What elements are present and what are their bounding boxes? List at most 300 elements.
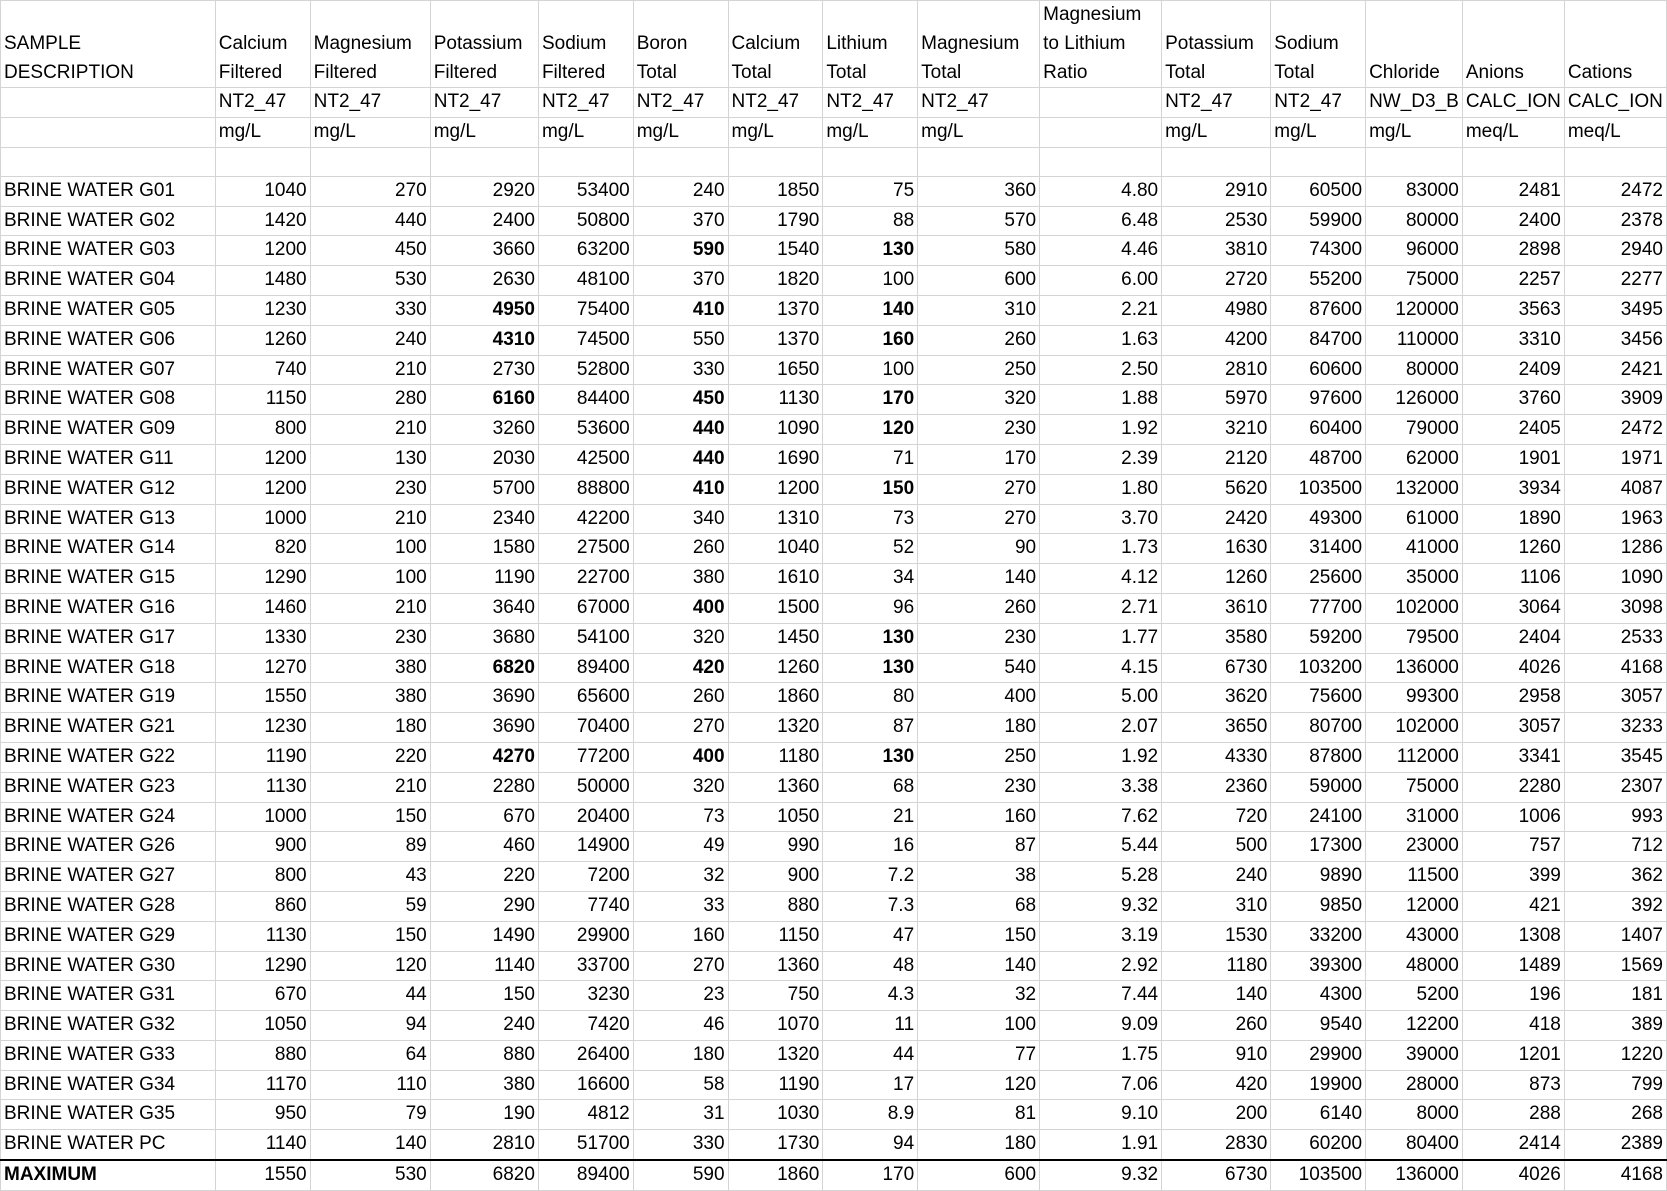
value-cell[interactable]: 2958: [1462, 683, 1564, 713]
column-header-label[interactable]: Sodium Filtered: [538, 1, 633, 88]
value-cell[interactable]: 400: [633, 742, 728, 772]
value-cell[interactable]: 3580: [1162, 623, 1271, 653]
value-cell[interactable]: 440: [633, 415, 728, 445]
value-cell[interactable]: 53600: [538, 415, 633, 445]
value-cell[interactable]: 1610: [728, 564, 823, 594]
value-cell[interactable]: 67000: [538, 593, 633, 623]
value-cell[interactable]: 1530: [1162, 921, 1271, 951]
value-cell[interactable]: 2940: [1564, 236, 1666, 266]
value-cell[interactable]: 126000: [1366, 385, 1463, 415]
value-cell[interactable]: 600: [918, 266, 1040, 296]
value-cell[interactable]: 1500: [728, 593, 823, 623]
value-cell[interactable]: 3456: [1564, 325, 1666, 355]
value-cell[interactable]: 6160: [430, 385, 538, 415]
value-cell[interactable]: 8000: [1366, 1100, 1463, 1130]
value-cell[interactable]: 7.2: [823, 862, 918, 892]
value-cell[interactable]: 49300: [1271, 504, 1366, 534]
value-cell[interactable]: 1230: [215, 295, 310, 325]
value-cell[interactable]: 80700: [1271, 713, 1366, 743]
sample-name-cell[interactable]: BRINE WATER G11: [1, 444, 216, 474]
value-cell[interactable]: 220: [310, 742, 430, 772]
value-cell[interactable]: 320: [633, 623, 728, 653]
value-cell[interactable]: 97600: [1271, 385, 1366, 415]
value-cell[interactable]: 2730: [430, 355, 538, 385]
value-cell[interactable]: 58: [633, 1070, 728, 1100]
value-cell[interactable]: 63200: [538, 236, 633, 266]
value-cell[interactable]: 1569: [1564, 951, 1666, 981]
sample-name-cell[interactable]: BRINE WATER G02: [1, 206, 216, 236]
sample-name-cell[interactable]: BRINE WATER G01: [1, 176, 216, 206]
value-cell[interactable]: 330: [633, 1130, 728, 1160]
value-cell[interactable]: 100: [823, 355, 918, 385]
value-cell[interactable]: 16600: [538, 1070, 633, 1100]
value-cell[interactable]: 39000: [1366, 1040, 1463, 1070]
value-cell[interactable]: 4950: [430, 295, 538, 325]
value-cell[interactable]: 16: [823, 832, 918, 862]
value-cell[interactable]: 2360: [1162, 772, 1271, 802]
value-cell[interactable]: 500: [1162, 832, 1271, 862]
value-cell[interactable]: 200: [1162, 1100, 1271, 1130]
value-cell[interactable]: 9540: [1271, 1011, 1366, 1041]
value-cell[interactable]: 73: [633, 802, 728, 832]
column-header-method[interactable]: [1040, 88, 1162, 118]
value-cell[interactable]: 900: [728, 862, 823, 892]
value-cell[interactable]: 420: [1162, 1070, 1271, 1100]
value-cell[interactable]: 150: [310, 802, 430, 832]
value-cell[interactable]: 25600: [1271, 564, 1366, 594]
maximum-value-cell[interactable]: 1860: [728, 1160, 823, 1190]
value-cell[interactable]: 1090: [1564, 564, 1666, 594]
value-cell[interactable]: 83000: [1366, 176, 1463, 206]
value-cell[interactable]: 1.77: [1040, 623, 1162, 653]
sample-name-cell[interactable]: BRINE WATER G30: [1, 951, 216, 981]
value-cell[interactable]: 4.12: [1040, 564, 1162, 594]
value-cell[interactable]: 7.62: [1040, 802, 1162, 832]
value-cell[interactable]: 2389: [1564, 1130, 1666, 1160]
value-cell[interactable]: 5620: [1162, 474, 1271, 504]
maximum-value-cell[interactable]: 600: [918, 1160, 1040, 1190]
value-cell[interactable]: 370: [633, 206, 728, 236]
value-cell[interactable]: 3310: [1462, 325, 1564, 355]
value-cell[interactable]: 33200: [1271, 921, 1366, 951]
value-cell[interactable]: 68: [823, 772, 918, 802]
value-cell[interactable]: 2.92: [1040, 951, 1162, 981]
value-cell[interactable]: 4.15: [1040, 653, 1162, 683]
value-cell[interactable]: 80400: [1366, 1130, 1463, 1160]
value-cell[interactable]: 2277: [1564, 266, 1666, 296]
value-cell[interactable]: 27500: [538, 534, 633, 564]
value-cell[interactable]: 910: [1162, 1040, 1271, 1070]
column-header-method[interactable]: NT2_47: [1162, 88, 1271, 118]
value-cell[interactable]: 2420: [1162, 504, 1271, 534]
value-cell[interactable]: 210: [310, 415, 430, 445]
value-cell[interactable]: 34: [823, 564, 918, 594]
value-cell[interactable]: 270: [633, 713, 728, 743]
column-header-unit[interactable]: mg/L: [918, 118, 1040, 148]
value-cell[interactable]: 60600: [1271, 355, 1366, 385]
value-cell[interactable]: 19900: [1271, 1070, 1366, 1100]
maximum-label-cell[interactable]: MAXIMUM: [1, 1160, 216, 1190]
value-cell[interactable]: 440: [310, 206, 430, 236]
value-cell[interactable]: 1310: [728, 504, 823, 534]
value-cell[interactable]: 1290: [215, 951, 310, 981]
sample-name-cell[interactable]: BRINE WATER G04: [1, 266, 216, 296]
value-cell[interactable]: 2472: [1564, 415, 1666, 445]
empty-cell[interactable]: [1564, 147, 1666, 176]
value-cell[interactable]: 80000: [1366, 355, 1463, 385]
value-cell[interactable]: 1.80: [1040, 474, 1162, 504]
value-cell[interactable]: 150: [310, 921, 430, 951]
value-cell[interactable]: 12000: [1366, 891, 1463, 921]
value-cell[interactable]: 1.92: [1040, 742, 1162, 772]
value-cell[interactable]: 4087: [1564, 474, 1666, 504]
sample-name-cell[interactable]: BRINE WATER G27: [1, 862, 216, 892]
value-cell[interactable]: 670: [430, 802, 538, 832]
value-cell[interactable]: 2120: [1162, 444, 1271, 474]
value-cell[interactable]: 110: [310, 1070, 430, 1100]
value-cell[interactable]: 1190: [430, 564, 538, 594]
value-cell[interactable]: 77700: [1271, 593, 1366, 623]
value-cell[interactable]: 59900: [1271, 206, 1366, 236]
value-cell[interactable]: 130: [823, 742, 918, 772]
value-cell[interactable]: 79: [310, 1100, 430, 1130]
value-cell[interactable]: 59000: [1271, 772, 1366, 802]
empty-cell[interactable]: [918, 147, 1040, 176]
value-cell[interactable]: 2340: [430, 504, 538, 534]
value-cell[interactable]: 1190: [728, 1070, 823, 1100]
value-cell[interactable]: 48000: [1366, 951, 1463, 981]
value-cell[interactable]: 49: [633, 832, 728, 862]
value-cell[interactable]: 1106: [1462, 564, 1564, 594]
value-cell[interactable]: 380: [310, 653, 430, 683]
value-cell[interactable]: 310: [918, 295, 1040, 325]
value-cell[interactable]: 1370: [728, 325, 823, 355]
value-cell[interactable]: 1150: [728, 921, 823, 951]
value-cell[interactable]: 7.44: [1040, 981, 1162, 1011]
value-cell[interactable]: 102000: [1366, 593, 1463, 623]
empty-cell[interactable]: [1162, 147, 1271, 176]
sample-name-cell[interactable]: BRINE WATER G23: [1, 772, 216, 802]
value-cell[interactable]: 160: [918, 802, 1040, 832]
value-cell[interactable]: 1050: [728, 802, 823, 832]
value-cell[interactable]: 31400: [1271, 534, 1366, 564]
value-cell[interactable]: 670: [215, 981, 310, 1011]
empty-cell[interactable]: [538, 147, 633, 176]
column-header-method[interactable]: NT2_47: [728, 88, 823, 118]
value-cell[interactable]: 340: [633, 504, 728, 534]
value-cell[interactable]: 1580: [430, 534, 538, 564]
value-cell[interactable]: 1201: [1462, 1040, 1564, 1070]
value-cell[interactable]: 2830: [1162, 1130, 1271, 1160]
value-cell[interactable]: 88: [823, 206, 918, 236]
value-cell[interactable]: 1690: [728, 444, 823, 474]
column-header-label[interactable]: Calcium Filtered: [215, 1, 310, 88]
value-cell[interactable]: 3909: [1564, 385, 1666, 415]
value-cell[interactable]: 2414: [1462, 1130, 1564, 1160]
value-cell[interactable]: 270: [918, 474, 1040, 504]
column-header-method[interactable]: NT2_47: [633, 88, 728, 118]
value-cell[interactable]: 32: [918, 981, 1040, 1011]
value-cell[interactable]: 1070: [728, 1011, 823, 1041]
empty-cell[interactable]: [215, 147, 310, 176]
sample-name-cell[interactable]: BRINE WATER G06: [1, 325, 216, 355]
value-cell[interactable]: 5.28: [1040, 862, 1162, 892]
value-cell[interactable]: 1860: [728, 683, 823, 713]
value-cell[interactable]: 7200: [538, 862, 633, 892]
column-header-method[interactable]: NT2_47: [430, 88, 538, 118]
value-cell[interactable]: 1290: [215, 564, 310, 594]
value-cell[interactable]: 310: [1162, 891, 1271, 921]
value-cell[interactable]: 20400: [538, 802, 633, 832]
column-header-method[interactable]: NT2_47: [215, 88, 310, 118]
value-cell[interactable]: 9890: [1271, 862, 1366, 892]
column-header-label[interactable]: Potassium Filtered: [430, 1, 538, 88]
value-cell[interactable]: 3210: [1162, 415, 1271, 445]
value-cell[interactable]: 288: [1462, 1100, 1564, 1130]
value-cell[interactable]: 230: [918, 623, 1040, 653]
value-cell[interactable]: 3495: [1564, 295, 1666, 325]
value-cell[interactable]: 100: [310, 534, 430, 564]
value-cell[interactable]: 4168: [1564, 653, 1666, 683]
value-cell[interactable]: 14900: [538, 832, 633, 862]
value-cell[interactable]: 52800: [538, 355, 633, 385]
value-cell[interactable]: 51700: [538, 1130, 633, 1160]
value-cell[interactable]: 2630: [430, 266, 538, 296]
value-cell[interactable]: 3.70: [1040, 504, 1162, 534]
value-cell[interactable]: 1308: [1462, 921, 1564, 951]
maximum-value-cell[interactable]: 530: [310, 1160, 430, 1190]
value-cell[interactable]: 136000: [1366, 653, 1463, 683]
sample-name-cell[interactable]: BRINE WATER G34: [1, 1070, 216, 1100]
value-cell[interactable]: 3.38: [1040, 772, 1162, 802]
value-cell[interactable]: 150: [823, 474, 918, 504]
value-cell[interactable]: 1.73: [1040, 534, 1162, 564]
value-cell[interactable]: 31: [633, 1100, 728, 1130]
column-header-label[interactable]: Anions: [1462, 1, 1564, 88]
value-cell[interactable]: 3650: [1162, 713, 1271, 743]
value-cell[interactable]: 1971: [1564, 444, 1666, 474]
value-cell[interactable]: 32: [633, 862, 728, 892]
value-cell[interactable]: 52: [823, 534, 918, 564]
empty-cell[interactable]: [1271, 147, 1366, 176]
value-cell[interactable]: 96000: [1366, 236, 1463, 266]
value-cell[interactable]: 74500: [538, 325, 633, 355]
value-cell[interactable]: 1180: [728, 742, 823, 772]
sample-name-cell[interactable]: BRINE WATER G09: [1, 415, 216, 445]
column-header-method[interactable]: NT2_47: [538, 88, 633, 118]
value-cell[interactable]: 2280: [1462, 772, 1564, 802]
value-cell[interactable]: 43000: [1366, 921, 1463, 951]
value-cell[interactable]: 250: [918, 355, 1040, 385]
value-cell[interactable]: 1260: [1462, 534, 1564, 564]
sample-name-cell[interactable]: BRINE WATER G35: [1, 1100, 216, 1130]
sample-name-cell[interactable]: BRINE WATER G17: [1, 623, 216, 653]
value-cell[interactable]: 3233: [1564, 713, 1666, 743]
value-cell[interactable]: 80: [823, 683, 918, 713]
value-cell[interactable]: 250: [918, 742, 1040, 772]
value-cell[interactable]: 120: [823, 415, 918, 445]
value-cell[interactable]: 2910: [1162, 176, 1271, 206]
value-cell[interactable]: 150: [430, 981, 538, 1011]
value-cell[interactable]: 2421: [1564, 355, 1666, 385]
value-cell[interactable]: 170: [918, 444, 1040, 474]
value-cell[interactable]: 61000: [1366, 504, 1463, 534]
value-cell[interactable]: 75000: [1366, 772, 1463, 802]
value-cell[interactable]: 2720: [1162, 266, 1271, 296]
column-header-method[interactable]: [1, 88, 216, 118]
value-cell[interactable]: 1630: [1162, 534, 1271, 564]
value-cell[interactable]: 2472: [1564, 176, 1666, 206]
value-cell[interactable]: 74300: [1271, 236, 1366, 266]
value-cell[interactable]: 84700: [1271, 325, 1366, 355]
value-cell[interactable]: 220: [430, 862, 538, 892]
column-header-label[interactable]: Sodium Total: [1271, 1, 1366, 88]
value-cell[interactable]: 380: [633, 564, 728, 594]
value-cell[interactable]: 570: [918, 206, 1040, 236]
value-cell[interactable]: 3810: [1162, 236, 1271, 266]
column-header-unit[interactable]: mg/L: [1162, 118, 1271, 148]
sample-name-cell[interactable]: BRINE WATER G22: [1, 742, 216, 772]
value-cell[interactable]: 79000: [1366, 415, 1463, 445]
value-cell[interactable]: 9.32: [1040, 891, 1162, 921]
value-cell[interactable]: 81: [918, 1100, 1040, 1130]
value-cell[interactable]: 2.07: [1040, 713, 1162, 743]
value-cell[interactable]: 64: [310, 1040, 430, 1070]
value-cell[interactable]: 1850: [728, 176, 823, 206]
value-cell[interactable]: 1320: [728, 713, 823, 743]
value-cell[interactable]: 47: [823, 921, 918, 951]
sample-name-cell[interactable]: BRINE WATER G24: [1, 802, 216, 832]
value-cell[interactable]: 94: [823, 1130, 918, 1160]
value-cell[interactable]: 2307: [1564, 772, 1666, 802]
value-cell[interactable]: 90: [918, 534, 1040, 564]
value-cell[interactable]: 79500: [1366, 623, 1463, 653]
value-cell[interactable]: 11: [823, 1011, 918, 1041]
value-cell[interactable]: 48: [823, 951, 918, 981]
column-header-method[interactable]: NT2_47: [1271, 88, 1366, 118]
sample-name-cell[interactable]: BRINE WATER G15: [1, 564, 216, 594]
value-cell[interactable]: 1040: [728, 534, 823, 564]
value-cell[interactable]: 320: [918, 385, 1040, 415]
value-cell[interactable]: 1450: [728, 623, 823, 653]
value-cell[interactable]: 9.10: [1040, 1100, 1162, 1130]
empty-cell[interactable]: [1366, 147, 1463, 176]
value-cell[interactable]: 399: [1462, 862, 1564, 892]
value-cell[interactable]: 23: [633, 981, 728, 1011]
column-header-unit[interactable]: mg/L: [1271, 118, 1366, 148]
value-cell[interactable]: 1270: [215, 653, 310, 683]
value-cell[interactable]: 330: [310, 295, 430, 325]
empty-cell[interactable]: [823, 147, 918, 176]
value-cell[interactable]: 2.21: [1040, 295, 1162, 325]
value-cell[interactable]: 46: [633, 1011, 728, 1041]
sample-name-cell[interactable]: BRINE WATER G26: [1, 832, 216, 862]
value-cell[interactable]: 75400: [538, 295, 633, 325]
value-cell[interactable]: 270: [633, 951, 728, 981]
value-cell[interactable]: 75000: [1366, 266, 1463, 296]
value-cell[interactable]: 3.19: [1040, 921, 1162, 951]
value-cell[interactable]: 993: [1564, 802, 1666, 832]
value-cell[interactable]: 60400: [1271, 415, 1366, 445]
value-cell[interactable]: 418: [1462, 1011, 1564, 1041]
value-cell[interactable]: 160: [633, 921, 728, 951]
value-cell[interactable]: 1901: [1462, 444, 1564, 474]
value-cell[interactable]: 2.71: [1040, 593, 1162, 623]
value-cell[interactable]: 2810: [1162, 355, 1271, 385]
value-cell[interactable]: 140: [1162, 981, 1271, 1011]
value-cell[interactable]: 60500: [1271, 176, 1366, 206]
value-cell[interactable]: 1090: [728, 415, 823, 445]
value-cell[interactable]: 2530: [1162, 206, 1271, 236]
value-cell[interactable]: 70400: [538, 713, 633, 743]
value-cell[interactable]: 44: [823, 1040, 918, 1070]
value-cell[interactable]: 1150: [215, 385, 310, 415]
value-cell[interactable]: 100: [310, 564, 430, 594]
value-cell[interactable]: 260: [918, 325, 1040, 355]
value-cell[interactable]: 1140: [215, 1130, 310, 1160]
value-cell[interactable]: 1200: [215, 236, 310, 266]
maximum-value-cell[interactable]: 590: [633, 1160, 728, 1190]
sample-name-cell[interactable]: BRINE WATER G31: [1, 981, 216, 1011]
value-cell[interactable]: 77: [918, 1040, 1040, 1070]
value-cell[interactable]: 1460: [215, 593, 310, 623]
value-cell[interactable]: 240: [310, 325, 430, 355]
value-cell[interactable]: 2810: [430, 1130, 538, 1160]
value-cell[interactable]: 7.3: [823, 891, 918, 921]
value-cell[interactable]: 31000: [1366, 802, 1463, 832]
column-header-unit[interactable]: meq/L: [1462, 118, 1564, 148]
value-cell[interactable]: 3660: [430, 236, 538, 266]
value-cell[interactable]: 410: [633, 295, 728, 325]
value-cell[interactable]: 2400: [1462, 206, 1564, 236]
column-header-label[interactable]: SAMPLE DESCRIPTION: [1, 1, 216, 88]
value-cell[interactable]: 2378: [1564, 206, 1666, 236]
value-cell[interactable]: 1130: [215, 772, 310, 802]
value-cell[interactable]: 4270: [430, 742, 538, 772]
value-cell[interactable]: 270: [310, 176, 430, 206]
value-cell[interactable]: 99300: [1366, 683, 1463, 713]
value-cell[interactable]: 22700: [538, 564, 633, 594]
value-cell[interactable]: 5.00: [1040, 683, 1162, 713]
value-cell[interactable]: 880: [728, 891, 823, 921]
value-cell[interactable]: 290: [430, 891, 538, 921]
value-cell[interactable]: 170: [823, 385, 918, 415]
value-cell[interactable]: 7.06: [1040, 1070, 1162, 1100]
value-cell[interactable]: 6820: [430, 653, 538, 683]
empty-cell[interactable]: [728, 147, 823, 176]
value-cell[interactable]: 9.09: [1040, 1011, 1162, 1041]
value-cell[interactable]: 38: [918, 862, 1040, 892]
value-cell[interactable]: 320: [633, 772, 728, 802]
column-header-method[interactable]: CALC_ION: [1564, 88, 1666, 118]
column-header-unit[interactable]: mg/L: [1366, 118, 1463, 148]
value-cell[interactable]: 1200: [215, 444, 310, 474]
value-cell[interactable]: 120000: [1366, 295, 1463, 325]
value-cell[interactable]: 1.92: [1040, 415, 1162, 445]
value-cell[interactable]: 1890: [1462, 504, 1564, 534]
value-cell[interactable]: 42200: [538, 504, 633, 534]
value-cell[interactable]: 210: [310, 504, 430, 534]
column-header-unit[interactable]: meq/L: [1564, 118, 1666, 148]
value-cell[interactable]: 1540: [728, 236, 823, 266]
column-header-unit[interactable]: mg/L: [430, 118, 538, 148]
value-cell[interactable]: 880: [215, 1040, 310, 1070]
value-cell[interactable]: 2404: [1462, 623, 1564, 653]
value-cell[interactable]: 800: [215, 415, 310, 445]
value-cell[interactable]: 55200: [1271, 266, 1366, 296]
value-cell[interactable]: 132000: [1366, 474, 1463, 504]
value-cell[interactable]: 62000: [1366, 444, 1463, 474]
